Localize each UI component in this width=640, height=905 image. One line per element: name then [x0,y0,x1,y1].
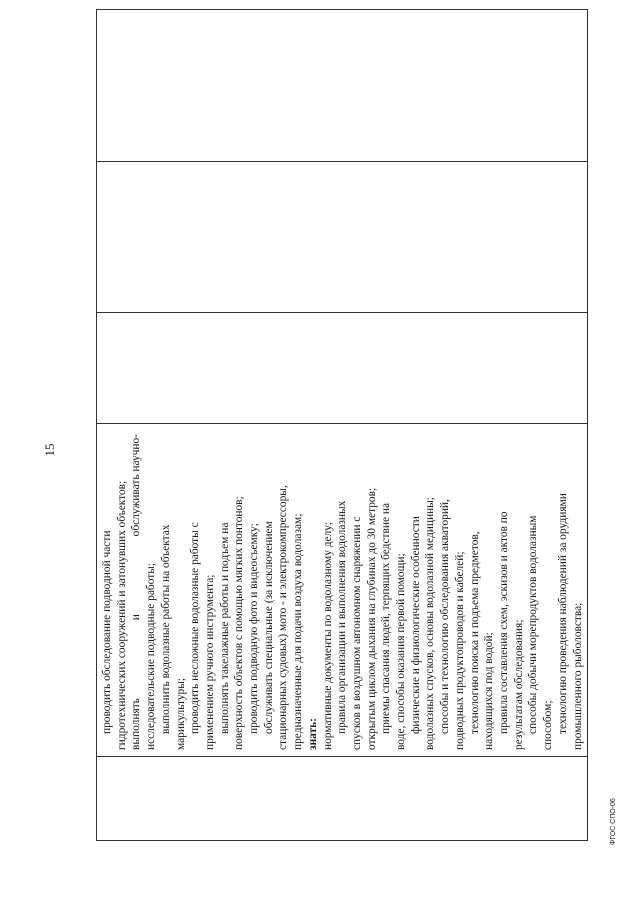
text-line: технологию проведения наблюдений за орудиями [556,493,569,734]
know-heading: знать: [306,718,319,750]
text-line: воде, способы оказания первой помощи; [395,553,408,750]
text-line: спусков в воздушном автономном снаряжении с [350,516,363,750]
skills-list [100,430,306,750]
footer-code: ФГОС СПО-06 [610,798,617,845]
text-line: открытым циклом дыхания на глубинах до 30 метров; [365,487,378,750]
text-line: находящихся под водой; [483,632,496,750]
text-line: стационарных судовых) мото - и электрокомпрессоры, [277,485,290,750]
text-line [129,430,144,750]
text-line: правила составления схем, эскизов и актов по [497,511,510,734]
cell-skills-knowledge [97,424,588,757]
text-line: обслуживать специальные (за исключением [262,521,275,734]
text-line: нормативные документы по водолазному делу; [321,521,334,750]
text-line: результатам обследования; [512,619,525,750]
text-line: исследовательские подводные работы; [145,562,158,750]
cell-code [97,757,588,841]
text-line: способом; [542,700,555,750]
text-line: способы добычи морепродуктов водолазным [527,515,540,734]
page-number: 15 [42,443,57,457]
text-line: гидротехнических сооружений и затонувших объектов; [115,480,128,750]
text-word: и [130,614,143,621]
table-row [97,10,588,841]
text-line: проводить обследование подводной части [101,530,113,734]
text-line: подводных продуктопроводов и кабелей; [453,551,466,750]
text-line: выполнить водолазные работы на объектах [159,524,172,734]
text-line: правила организации и выполнения водолазных [336,500,349,734]
text-word: обслуживать научно- [130,434,143,537]
text-line: физические и физиологические особенности [409,516,422,734]
text-line: поверхность объектов с помощью мягких понтонов; [233,496,246,750]
standards-table [96,9,588,841]
cell-hours-max [97,313,588,424]
text-line: проводить несложные водолазные работы с [189,522,202,734]
text-line: приемы спасания людей, терпящих бедствие на [380,502,393,734]
text-line: применением ручного инструмента; [203,574,216,750]
text-word: выполнять [130,698,143,750]
text-line: марикультуры; [174,677,187,750]
text-line: выполнять такелажные работы и подъем на [218,522,231,734]
text-line: промышленного рыболовства; [571,602,584,750]
text-line: предназначенные для подачи воздуха водолазам; [292,513,305,750]
text-line: способы и технологию обследования акваторий, [439,499,452,734]
knowledge-list [321,430,586,750]
text-line: водолазных спусков, основы водолазной медицины; [424,497,437,750]
text-line: проводить подводную фото и видеосъемку; [248,523,261,734]
cell-hours-required [97,162,588,313]
cell-discipline [97,10,588,162]
text-line: технологию поиска и подъема предметов, [468,531,481,734]
